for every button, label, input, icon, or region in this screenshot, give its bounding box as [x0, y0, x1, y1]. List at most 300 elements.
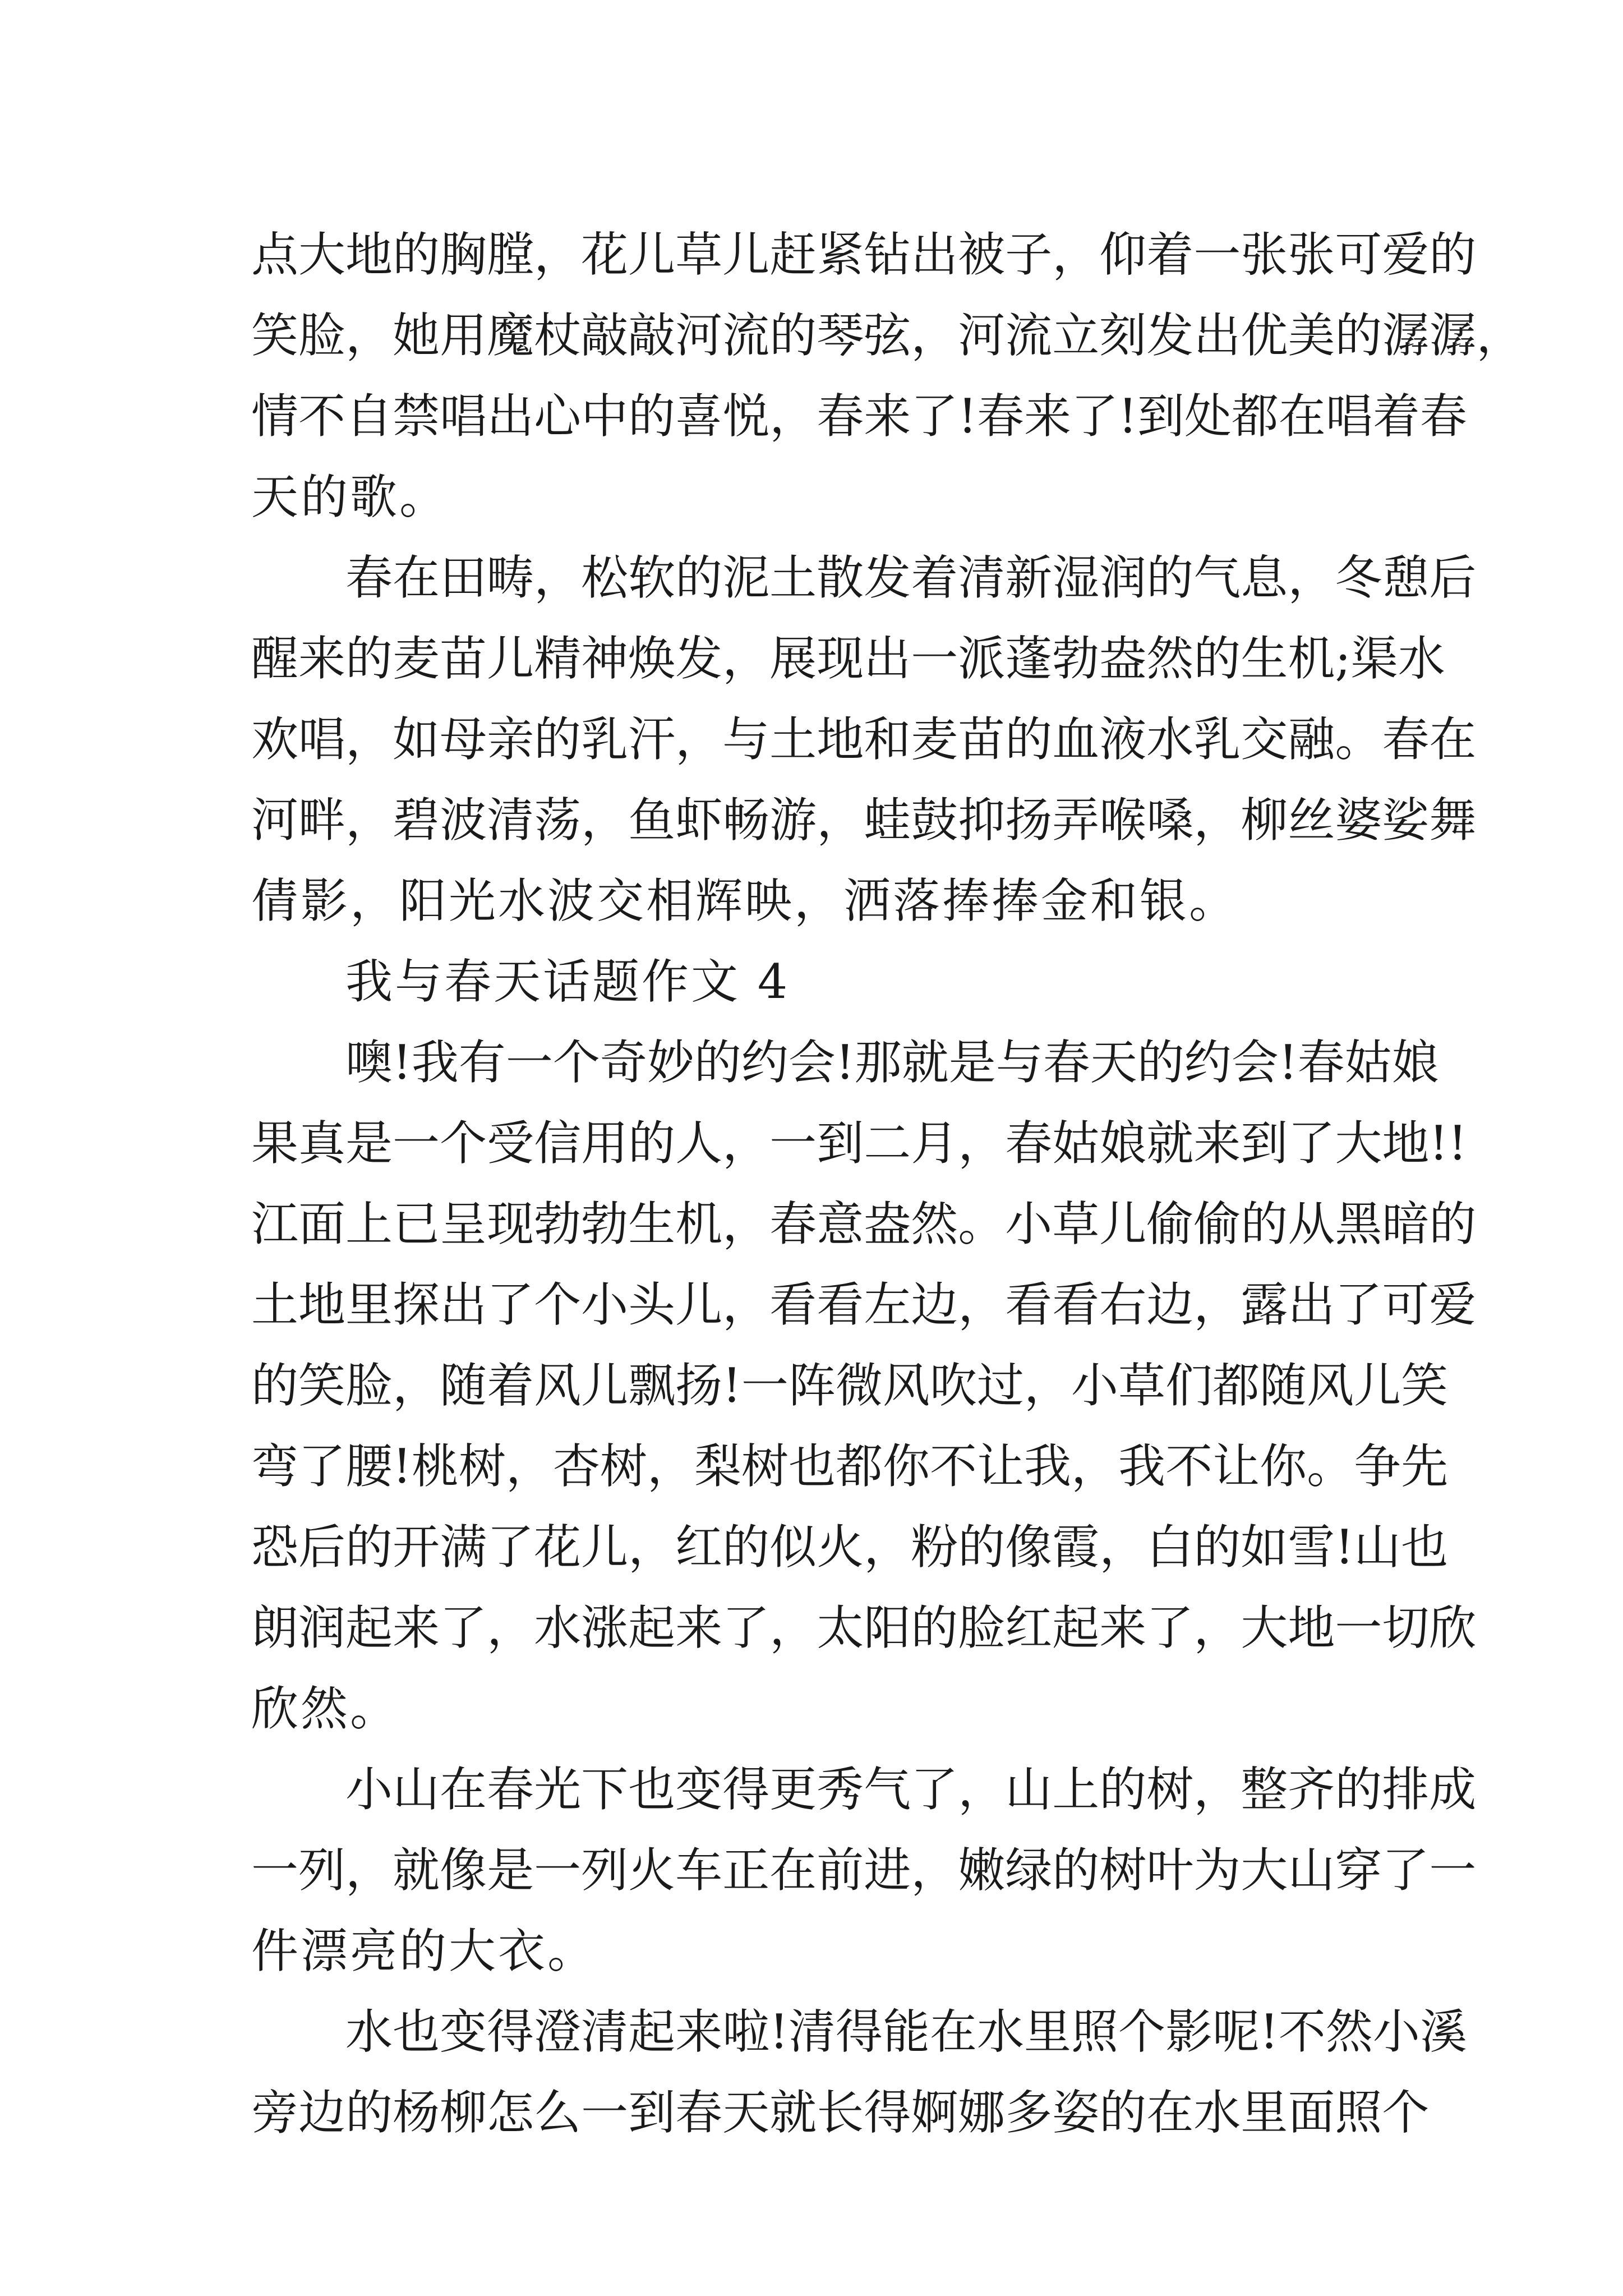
- glyph: 勃: [534, 1197, 582, 1251]
- glyph: 果: [251, 1116, 299, 1171]
- text-line: [251, 1426, 1449, 1507]
- glyph: 憩: [1382, 550, 1430, 605]
- glyph: 树: [1099, 1843, 1147, 1898]
- glyph: 长: [817, 2085, 864, 2140]
- glyph: 也: [628, 1762, 676, 1817]
- glyph: 血: [1052, 712, 1100, 767]
- glyph: 了: [911, 389, 958, 444]
- glyph: 地: [345, 227, 393, 282]
- glyph: 山: [1005, 1762, 1053, 1817]
- glyph: 出: [864, 631, 911, 686]
- glyph: 风: [882, 1358, 930, 1413]
- glyph: 看: [1005, 1277, 1053, 1332]
- glyph: 儿: [581, 1520, 629, 1575]
- glyph: 偷: [1193, 1197, 1241, 1251]
- glyph: 来: [1024, 389, 1072, 444]
- glyph: ;: [1335, 631, 1351, 686]
- glyph: 了: [487, 1520, 534, 1575]
- glyph: 奇: [600, 1035, 647, 1090]
- glyph: 可: [1382, 1277, 1430, 1332]
- glyph: 脸: [345, 1358, 393, 1413]
- glyph: 点: [251, 227, 299, 282]
- glyph: 弄: [1052, 793, 1100, 848]
- glyph: 的: [1429, 227, 1477, 282]
- glyph: 河: [251, 793, 299, 848]
- glyph: 儿: [722, 227, 770, 282]
- glyph: 了: [298, 1439, 346, 1494]
- glyph: 里: [345, 1277, 393, 1332]
- glyph: 敲: [581, 308, 629, 363]
- glyph: 刻: [1099, 308, 1147, 363]
- glyph: 儿: [1354, 1358, 1401, 1413]
- glyph: 看: [769, 1277, 817, 1332]
- glyph: 。: [1307, 1439, 1354, 1494]
- glyph: 了: [1382, 1843, 1430, 1898]
- glyph: 列: [298, 1843, 346, 1898]
- glyph: 风: [534, 1358, 582, 1413]
- glyph: 啦: [722, 2004, 770, 2059]
- glyph: 的: [1193, 1520, 1241, 1575]
- glyph: 春: [769, 1197, 817, 1251]
- glyph: 切: [1382, 1600, 1430, 1655]
- glyph: 的: [628, 389, 676, 444]
- glyph: 你: [1260, 1439, 1307, 1494]
- glyph: 约: [741, 1035, 789, 1090]
- glyph: 约: [1184, 1035, 1232, 1090]
- glyph: 生: [1241, 631, 1288, 686]
- glyph: 娘: [1099, 1116, 1147, 1171]
- glyph: 弯: [251, 1439, 299, 1494]
- glyph: ，: [628, 1520, 676, 1575]
- glyph: 焕: [628, 631, 676, 686]
- glyph: !: [769, 2004, 789, 2059]
- glyph: 如: [393, 712, 440, 767]
- glyph: 红: [1005, 1600, 1053, 1655]
- glyph: 出: [1288, 1277, 1335, 1332]
- glyph: 姑: [1344, 1035, 1392, 1090]
- glyph: 地: [298, 1277, 346, 1332]
- glyph: 清: [581, 2004, 629, 2059]
- glyph: 心: [534, 389, 582, 444]
- glyph: 大: [1335, 1116, 1382, 1171]
- glyph: 波: [440, 793, 487, 848]
- text-line: [251, 1345, 1449, 1426]
- glyph: !: [1260, 2004, 1279, 2059]
- glyph: 喉: [1099, 793, 1147, 848]
- glyph: 子: [1005, 227, 1053, 282]
- glyph: 蛙: [864, 793, 911, 848]
- glyph: 飘: [628, 1358, 676, 1413]
- text-line: [251, 295, 1524, 376]
- glyph: 噢: [345, 1035, 393, 1090]
- glyph: 杏: [552, 1439, 600, 1494]
- glyph: 变: [440, 2004, 487, 2059]
- glyph: 润: [298, 1600, 346, 1655]
- glyph: !: [722, 1358, 741, 1413]
- glyph: 清: [487, 793, 534, 848]
- glyph: 可: [1335, 227, 1382, 282]
- glyph: 就: [1146, 1116, 1194, 1171]
- glyph: 现: [817, 631, 864, 686]
- glyph: 了: [440, 1600, 487, 1655]
- glyph: 了: [487, 1277, 534, 1332]
- glyph: ，: [1193, 1762, 1241, 1817]
- glyph: 妙: [647, 1035, 694, 1090]
- glyph: 的: [345, 1520, 393, 1575]
- glyph: 争: [1354, 1439, 1401, 1494]
- glyph: 都: [835, 1439, 883, 1494]
- glyph: 来: [864, 389, 911, 444]
- glyph: 丝: [1288, 793, 1335, 848]
- glyph: 一: [769, 1116, 817, 1171]
- glyph: 欣: [1429, 1600, 1477, 1655]
- glyph: 小: [581, 1277, 629, 1332]
- glyph: 美: [1288, 308, 1335, 363]
- glyph: 上: [345, 1197, 393, 1251]
- glyph: 吹: [929, 1358, 977, 1413]
- glyph: 勃: [1052, 631, 1100, 686]
- glyph: 照: [1071, 2004, 1119, 2059]
- glyph: 笑: [1401, 1358, 1449, 1413]
- glyph: 进: [864, 1843, 911, 1898]
- glyph: 得: [864, 2085, 911, 2140]
- glyph: 一: [1335, 1600, 1382, 1655]
- glyph: ，: [393, 1358, 440, 1413]
- text-line: [251, 1103, 1467, 1184]
- glyph: 扬: [675, 1358, 723, 1413]
- glyph: 个: [552, 1035, 600, 1090]
- glyph: 信: [534, 1116, 582, 1171]
- glyph: 成: [1429, 1762, 1477, 1817]
- text-line: [251, 1264, 1477, 1345]
- glyph: 麦: [393, 631, 440, 686]
- glyph: 自: [345, 389, 393, 444]
- text-line: [251, 214, 1477, 295]
- glyph: 优: [1241, 308, 1288, 363]
- glyph: 山: [1288, 1843, 1335, 1898]
- glyph: 列: [581, 1843, 629, 1898]
- glyph: 杨: [393, 2085, 440, 2140]
- glyph: 泥: [722, 550, 770, 605]
- glyph: 婆: [1335, 793, 1382, 848]
- glyph: 上: [1052, 1762, 1100, 1817]
- glyph: 的: [694, 1035, 741, 1090]
- glyph: 着: [911, 550, 958, 605]
- glyph: ，: [722, 1197, 770, 1251]
- glyph: 为: [1193, 1843, 1241, 1898]
- glyph: 天: [1090, 1035, 1137, 1090]
- glyph: 敲: [628, 308, 676, 363]
- glyph: 春: [1382, 712, 1430, 767]
- glyph: 土: [769, 712, 817, 767]
- glyph: 乳: [581, 712, 629, 767]
- glyph: 粉: [911, 1520, 958, 1575]
- glyph: 流: [1005, 308, 1053, 363]
- glyph: 了: [722, 1600, 770, 1655]
- glyph: 小: [345, 1762, 393, 1817]
- glyph: 琴: [817, 308, 864, 363]
- glyph: 地: [1288, 1600, 1335, 1655]
- glyph: 立: [1052, 308, 1100, 363]
- glyph: 赶: [769, 227, 817, 282]
- glyph: 大: [298, 227, 346, 282]
- glyph: 让: [1212, 1439, 1260, 1494]
- glyph: 清: [788, 2004, 836, 2059]
- glyph: 然: [1146, 631, 1194, 686]
- glyph: 在: [1146, 2085, 1194, 2140]
- glyph: 欢: [251, 712, 299, 767]
- glyph: 嫩: [958, 1843, 1006, 1898]
- glyph: 变: [675, 1762, 723, 1817]
- glyph: 魔: [487, 308, 534, 363]
- glyph: 唱: [1325, 389, 1373, 444]
- glyph: ，: [769, 1600, 817, 1655]
- glyph: 笑: [298, 1358, 346, 1413]
- glyph: 流: [722, 308, 770, 363]
- glyph: 到: [817, 1116, 864, 1171]
- glyph: 现: [487, 1197, 534, 1251]
- glyph: 更: [769, 1762, 817, 1817]
- glyph: 树: [600, 1439, 647, 1494]
- glyph: 江: [251, 1197, 299, 1251]
- glyph: 潺: [1429, 308, 1477, 363]
- text-line: [251, 1588, 1477, 1668]
- glyph: 多: [1005, 2085, 1053, 2140]
- glyph: 起: [1052, 1600, 1100, 1655]
- glyph: 从: [1288, 1197, 1335, 1251]
- glyph: 边: [298, 2085, 346, 2140]
- glyph: 出: [440, 1277, 487, 1332]
- glyph: 看: [1052, 1277, 1100, 1332]
- glyph: 畴: [487, 550, 534, 605]
- glyph: 在: [1278, 389, 1326, 444]
- glyph: 胸: [440, 227, 487, 282]
- glyph: 天: [722, 2085, 770, 2140]
- glyph: 土: [251, 1277, 299, 1332]
- glyph: 精: [534, 631, 582, 686]
- glyph: 在: [929, 2004, 977, 2059]
- glyph: 了: [1335, 1277, 1382, 1332]
- glyph: 春: [1005, 1116, 1053, 1171]
- glyph: 新: [1005, 550, 1053, 605]
- glyph: ，: [1099, 1520, 1147, 1575]
- glyph: 湿: [1052, 550, 1100, 605]
- glyph: 霞: [1052, 1520, 1100, 1575]
- glyph: 花: [534, 1520, 582, 1575]
- glyph: 里: [1241, 2085, 1288, 2140]
- glyph: 下: [581, 1762, 629, 1817]
- glyph: 不: [1165, 1439, 1213, 1494]
- glyph: 与: [722, 712, 770, 767]
- glyph: 水: [1398, 631, 1445, 686]
- glyph: 的: [1099, 1762, 1147, 1817]
- glyph: 边: [911, 1277, 958, 1332]
- text-line: [251, 618, 1445, 699]
- glyph: 前: [817, 1843, 864, 1898]
- glyph: 满: [440, 1520, 487, 1575]
- glyph: 是: [345, 1116, 393, 1171]
- glyph: 草: [1118, 1358, 1166, 1413]
- glyph: 白: [1146, 1520, 1194, 1575]
- glyph: 风: [1307, 1358, 1354, 1413]
- glyph: 和: [864, 712, 911, 767]
- glyph: ，: [864, 1520, 911, 1575]
- glyph: 起: [345, 1600, 393, 1655]
- glyph: 不: [1278, 2004, 1326, 2059]
- text-line: 欣然。: [251, 1681, 400, 1736]
- glyph: 边: [1146, 1277, 1194, 1332]
- glyph: 涨: [581, 1600, 629, 1655]
- glyph: 软: [628, 550, 676, 605]
- glyph: 田: [440, 550, 487, 605]
- glyph: 河: [958, 308, 1006, 363]
- glyph: 了: [1071, 389, 1119, 444]
- glyph: 爱: [1382, 227, 1430, 282]
- glyph: 土: [769, 550, 817, 605]
- glyph: 水: [1193, 2085, 1241, 2140]
- glyph: 个: [440, 1116, 487, 1171]
- glyph: 喜: [675, 389, 723, 444]
- glyph: 的: [958, 1520, 1006, 1575]
- glyph: 畔: [298, 793, 346, 848]
- glyph: 发: [1146, 308, 1194, 363]
- glyph: 随: [1260, 1358, 1307, 1413]
- glyph: 苗: [958, 712, 1006, 767]
- glyph: 的: [1335, 1762, 1382, 1817]
- glyph: 正: [722, 1843, 770, 1898]
- paragraph-first-line: [251, 1991, 1467, 2072]
- glyph: 畅: [722, 793, 770, 848]
- glyph: ，: [1071, 1439, 1119, 1494]
- glyph: 个: [534, 1277, 582, 1332]
- glyph: 一: [505, 1035, 553, 1090]
- glyph: 的: [345, 2085, 393, 2140]
- glyph: 润: [1099, 550, 1147, 605]
- glyph: 露: [1241, 1277, 1288, 1332]
- glyph: 的: [1193, 631, 1241, 686]
- glyph: 有: [458, 1035, 506, 1090]
- glyph: 在: [440, 1762, 487, 1817]
- glyph: 二: [864, 1116, 911, 1171]
- glyph: 腰: [345, 1439, 393, 1494]
- glyph: 的: [1137, 1035, 1184, 1090]
- glyph: 起: [628, 1600, 676, 1655]
- glyph: ，: [1052, 227, 1100, 282]
- glyph: 了: [1146, 1600, 1194, 1655]
- glyph: 起: [628, 2004, 676, 2059]
- glyph: 鱼: [628, 793, 676, 848]
- glyph: !: [393, 1439, 412, 1494]
- glyph: !: [835, 1035, 855, 1090]
- glyph: 得: [487, 2004, 534, 2059]
- glyph: 真: [298, 1116, 346, 1171]
- glyph: 冬: [1335, 550, 1382, 605]
- glyph: 生: [628, 1197, 676, 1251]
- section-heading: 我与春天话题作文 4: [345, 954, 790, 1009]
- text-line: 件漂亮的大衣。: [251, 1924, 597, 1978]
- glyph: 唱: [298, 712, 346, 767]
- glyph: 里: [1023, 2004, 1071, 2059]
- glyph: 柳: [1241, 793, 1288, 848]
- text-line: [251, 1830, 1477, 1911]
- glyph: 火: [628, 1843, 676, 1898]
- glyph: 娘: [1391, 1035, 1439, 1090]
- glyph: 来: [675, 2004, 723, 2059]
- glyph: 到: [1241, 1116, 1288, 1171]
- glyph: 春: [1419, 389, 1467, 444]
- glyph: 处: [1184, 389, 1232, 444]
- glyph: 在: [769, 1843, 817, 1898]
- glyph: 影: [1165, 2004, 1213, 2059]
- glyph: ，: [345, 308, 393, 363]
- glyph: 仰: [1099, 227, 1147, 282]
- glyph: !: [1118, 389, 1137, 444]
- glyph: 似: [769, 1520, 817, 1575]
- glyph: 恐: [251, 1520, 299, 1575]
- glyph: 梨: [694, 1439, 741, 1494]
- glyph: 交: [1241, 712, 1288, 767]
- glyph: 的: [911, 1600, 958, 1655]
- glyph: 婀: [911, 2085, 958, 2140]
- glyph: ，: [534, 550, 582, 605]
- glyph: 神: [581, 631, 629, 686]
- glyph: 亲: [487, 712, 534, 767]
- glyph: 乳: [1193, 712, 1241, 767]
- glyph: ，: [345, 793, 393, 848]
- glyph: 面: [298, 1197, 346, 1251]
- glyph: 膛: [487, 227, 534, 282]
- glyph: 嗓: [1146, 793, 1194, 848]
- glyph: ，: [675, 712, 723, 767]
- glyph: ，: [1193, 793, 1241, 848]
- glyph: ，: [345, 712, 393, 767]
- glyph: 醒: [251, 631, 299, 686]
- glyph: 看: [817, 1277, 864, 1332]
- glyph: ，: [958, 1116, 1006, 1171]
- text-line: [251, 376, 1467, 457]
- glyph: 的: [1146, 550, 1194, 605]
- glyph: 与: [995, 1035, 1043, 1090]
- glyph: 月: [911, 1116, 958, 1171]
- glyph: 像: [1005, 1520, 1053, 1575]
- glyph: 了: [1288, 1116, 1335, 1171]
- glyph: 随: [440, 1358, 487, 1413]
- glyph: 情: [251, 389, 299, 444]
- glyph: 地: [1382, 1116, 1430, 1171]
- glyph: 在: [1429, 712, 1477, 767]
- glyph: 叶: [1146, 1843, 1194, 1898]
- glyph: 发: [675, 631, 723, 686]
- glyph: 意: [817, 1197, 864, 1251]
- glyph: 汗: [628, 712, 676, 767]
- glyph: 就: [769, 2085, 817, 2140]
- glyph: 车: [675, 1843, 723, 1898]
- glyph: 的: [251, 1358, 299, 1413]
- glyph: ，: [1288, 550, 1335, 605]
- glyph: !: [958, 389, 977, 444]
- glyph: 盎: [1099, 631, 1147, 686]
- glyph: ，: [722, 1116, 770, 1171]
- glyph: 你: [882, 1439, 930, 1494]
- glyph: 澄: [534, 2004, 582, 2059]
- glyph: 然: [1325, 2004, 1373, 2059]
- glyph: 呈: [440, 1197, 487, 1251]
- glyph: 就: [901, 1035, 949, 1090]
- glyph: 来: [675, 1600, 723, 1655]
- glyph: 后: [1429, 550, 1477, 605]
- glyph: 来: [298, 631, 346, 686]
- glyph: 右: [1099, 1277, 1147, 1332]
